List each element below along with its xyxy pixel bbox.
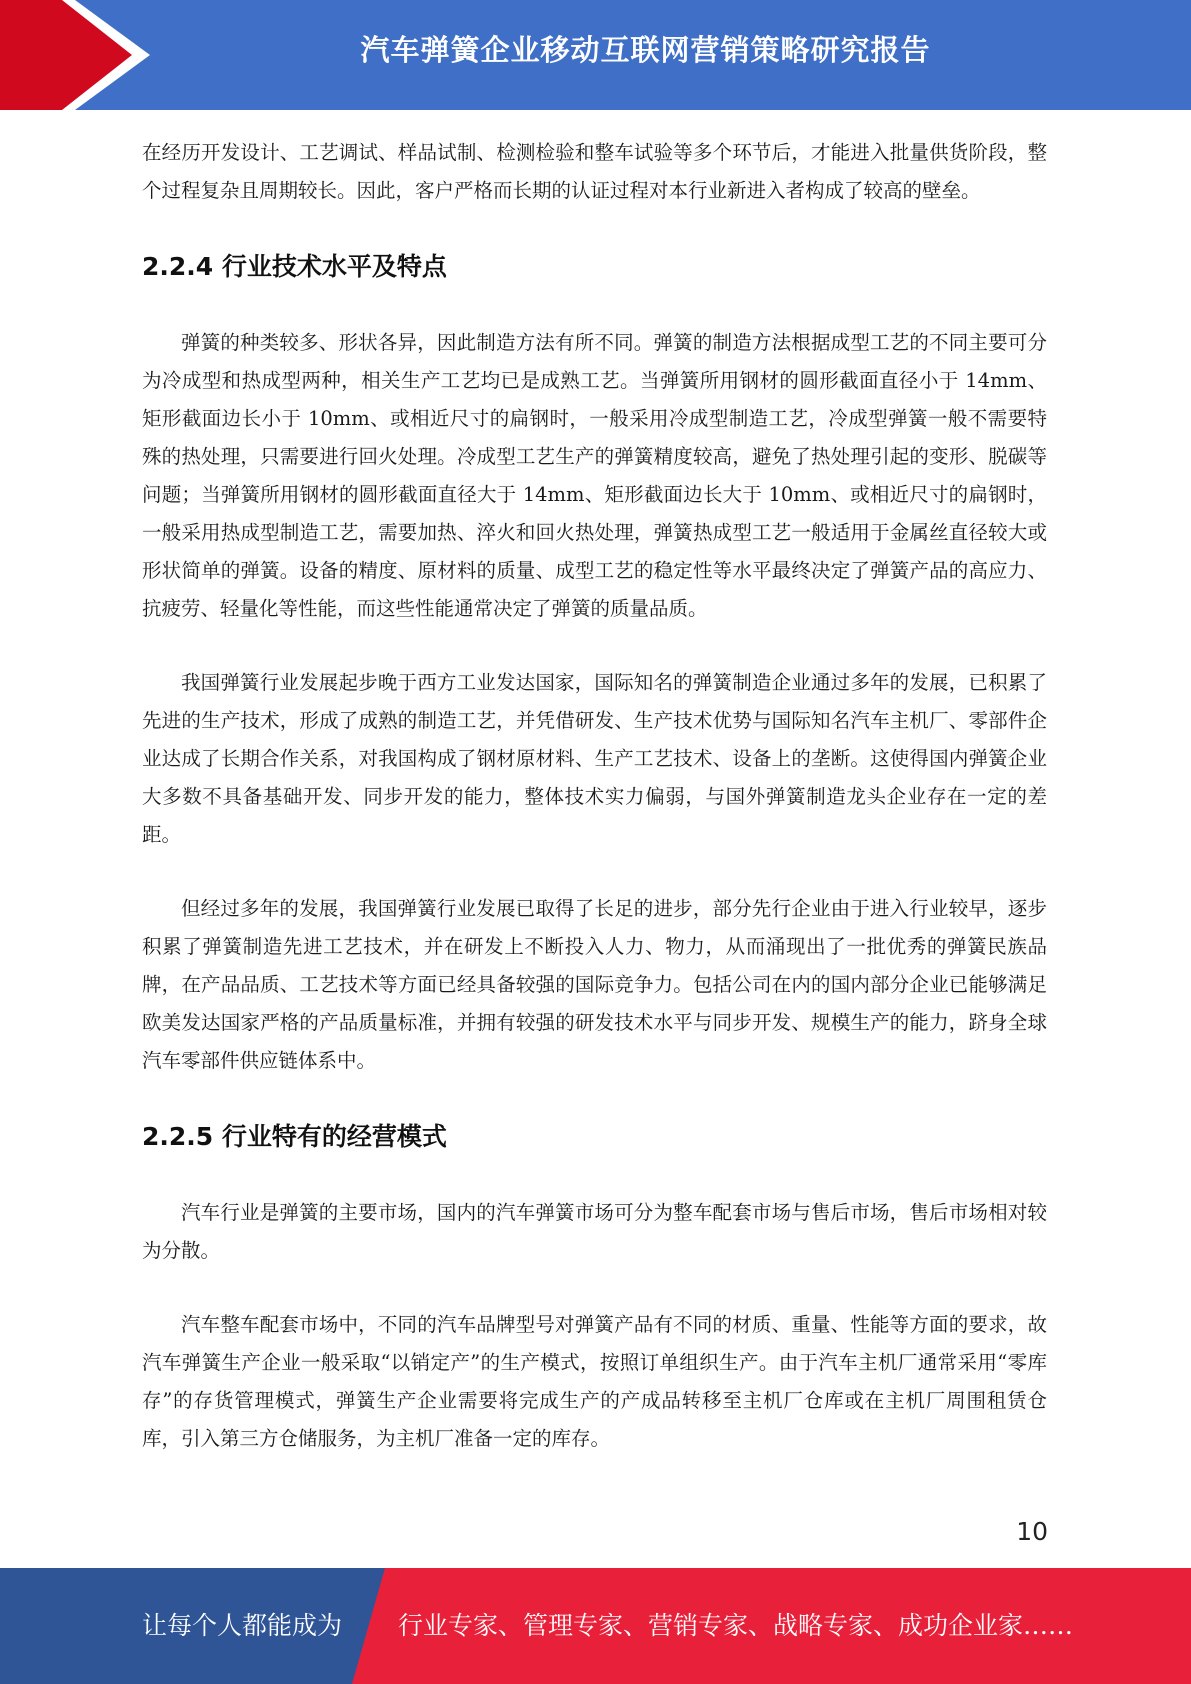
header-red-arrow-icon [0, 0, 160, 110]
paragraph: 汽车行业是弹簧的主要市场，国内的汽车弹簧市场可分为整车配套市场与售后市场，售后市场相对较为分散。 [142, 1201, 1047, 1262]
footer-slogan-left: 让每个人都能成为 [142, 1611, 343, 1640]
report-title: 汽车弹簧企业移动互联网营销策略研究报告 [360, 33, 931, 67]
page-header [0, 0, 1191, 110]
page-number: 10 [1016, 1517, 1048, 1546]
paragraph: 但经过多年的发展，我国弹簧行业发展已取得了长足的进步，部分先行企业由于进入行业较早，逐步积累了弹簧制造先进工艺技术，并在研发上不断投入人力、物力，从而涌现出了一批优秀的弹簧民族品牌，在产品品质、工艺技术等方面已经具备较强的国际竞争力。包括公司在内的国内部分企业已能够满足欧美发达国家严格的产品质量标准，并拥有较强的研发技术水平与同步开发、规模生产的能力，跻身全球汽车零部件供应链体系中。 [142, 897, 1047, 1072]
paragraph: 我国弹簧行业发展起步晚于西方工业发达国家，国际知名的弹簧制造企业通过多年的发展，已积累了先进的生产技术，形成了成熟的制造工艺，并凭借研发、生产技术优势与国际知名汽车主机厂、零部件企业达成了长期合作关系，对我国构成了钢材原材料、生产工艺技术、设备上的垄断。这使得国内弹簧企业大多数不具备基础开发、同步开发的能力，整体技术实力偏弱，与国外弹簧制造龙头企业存在一定的差距。 [142, 671, 1047, 846]
page-footer [0, 1568, 1191, 1684]
paragraph: 弹簧的种类较多、形状各异，因此制造方法有所不同。弹簧的制造方法根据成型工艺的不同主要可分为冷成型和热成型两种，相关生产工艺均已是成熟工艺。当弹簧所用钢材的圆形截面直径小于 14mm、矩形截面边长小于 10mm、或相近尺寸的扁钢时，一般采用冷成型制造工艺，冷成型弹簧一般不需要特殊的热处理，只需要进行回火处理。冷成型工艺生产的弹簧精度较高，避免了热处理引起的变形、脱碳等问题；当弹簧所用钢材的圆形截面直径大于 14mm、矩形截面边长大于 10mm、或相近尺寸的扁钢时，一般采用热成型制造工艺，需要加热、淬火和回火热处理，弹簧热成型工艺一般适用于金属丝直径较大或形状简单的弹簧。设备的精度、原材料的质量、成型工艺的稳定性等水平最终决定了弹簧产品的高应力、抗疲劳、轻量化等性能，而这些性能通常决定了弹簧的质量品质。 [142, 331, 1047, 620]
document-body [142, 134, 1047, 1458]
section-heading-2-2-5: 2.2.5 行业特有的经营模式 [142, 1122, 447, 1151]
section-heading-2-2-4: 2.2.4 行业技术水平及特点 [142, 252, 447, 281]
paragraph: 汽车整车配套市场中，不同的汽车品牌型号对弹簧产品有不同的材质、重量、性能等方面的要求，故汽车弹簧生产企业一般采取“以销定产”的生产模式，按照订单组织生产。由于汽车主机厂通常采用“零库存”的存货管理模式，弹簧生产企业需要将完成生产的产成品转移至主机厂仓库或在主机厂周围租赁仓库，引入第三方仓储服务，为主机厂准备一定的库存。 [142, 1313, 1047, 1450]
paragraph: 在经历开发设计、工艺调试、样品试制、检测检验和整车试验等多个环节后，才能进入批量供货阶段，整个过程复杂且周期较长。因此，客户严格而长期的认证过程对本行业新进入者构成了较高的壁垒。 [142, 141, 1047, 202]
footer-slogan-right: 行业专家、管理专家、营销专家、战略专家、成功企业家…… [398, 1611, 1074, 1640]
